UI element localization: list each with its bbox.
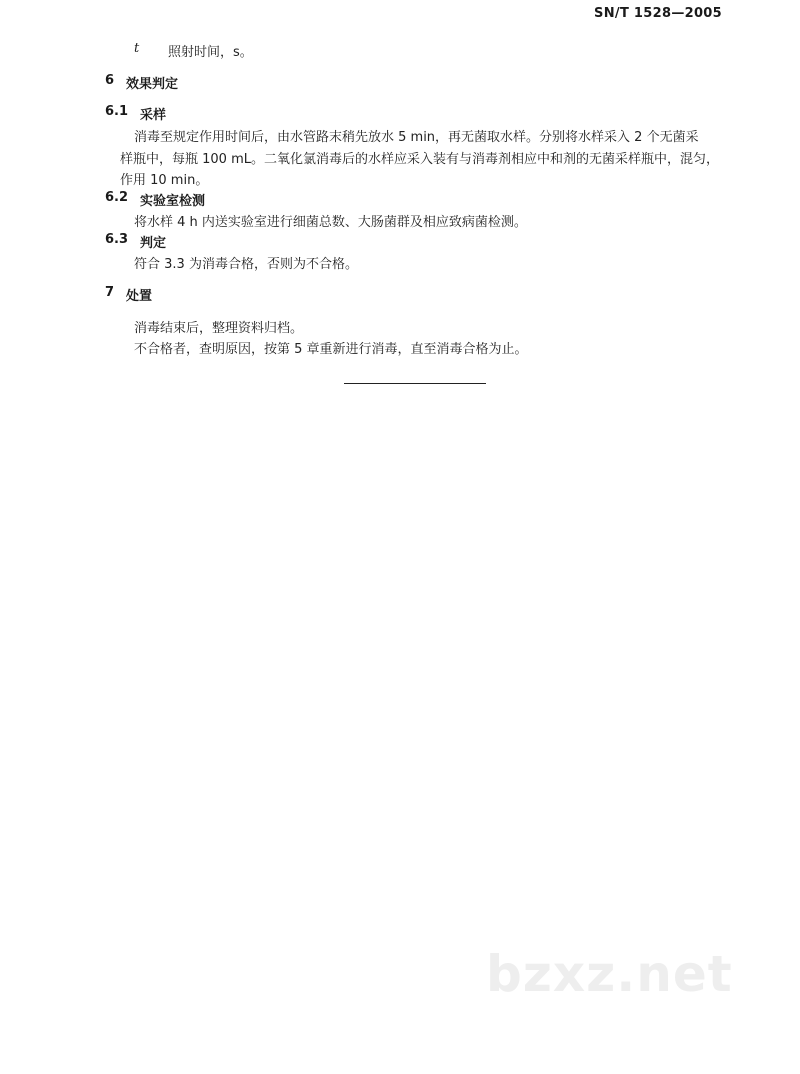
- section-6-3-line-1: 符合 3.3 为消毒合格，否则为不合格。: [134, 257, 358, 272]
- watermark: bzxz.net: [486, 945, 733, 1003]
- standard-number: SN/T 1528—2005: [594, 6, 722, 21]
- section-6-1-number: 6.1: [105, 104, 129, 119]
- section-6-number: 6: [105, 73, 115, 88]
- definition-text: 照射时间，s。: [168, 45, 253, 60]
- section-6-1-title: 采样: [140, 108, 167, 123]
- section-7-number: 7: [105, 285, 115, 300]
- section-7-line-2: 不合格者，查明原因，按第 5 章重新进行消毒，直至消毒合格为止。: [134, 342, 528, 357]
- section-6-2-title: 实验室检测: [140, 194, 206, 209]
- section-7-title: 处置: [126, 289, 153, 304]
- section-6-2-line-1: 将水样 4 h 内送实验室进行细菌总数、大肠菌群及相应致病菌检测。: [134, 215, 527, 230]
- section-6-1-line-3: 作用 10 min。: [120, 173, 209, 188]
- end-rule: [344, 383, 486, 384]
- section-6-1-line-2: 样瓶中，每瓶 100 mL。二氧化氯消毒后的水样应采入装有与消毒剂相应中和剂的无菌采样瓶中，混匀，: [120, 152, 719, 167]
- section-6-3-title: 判定: [140, 236, 167, 251]
- section-7-line-1: 消毒结束后，整理资料归档。: [134, 321, 304, 336]
- section-6-1-line-1: 消毒至规定作用时间后，由水管路末稍先放水 5 min，再无菌取水样。分别将水样采入 2 个无菌采: [134, 130, 699, 145]
- section-6-title: 效果判定: [126, 77, 179, 92]
- section-6-3-number: 6.3: [105, 232, 129, 247]
- section-6-2-number: 6.2: [105, 190, 129, 205]
- definition-symbol: t: [134, 41, 140, 56]
